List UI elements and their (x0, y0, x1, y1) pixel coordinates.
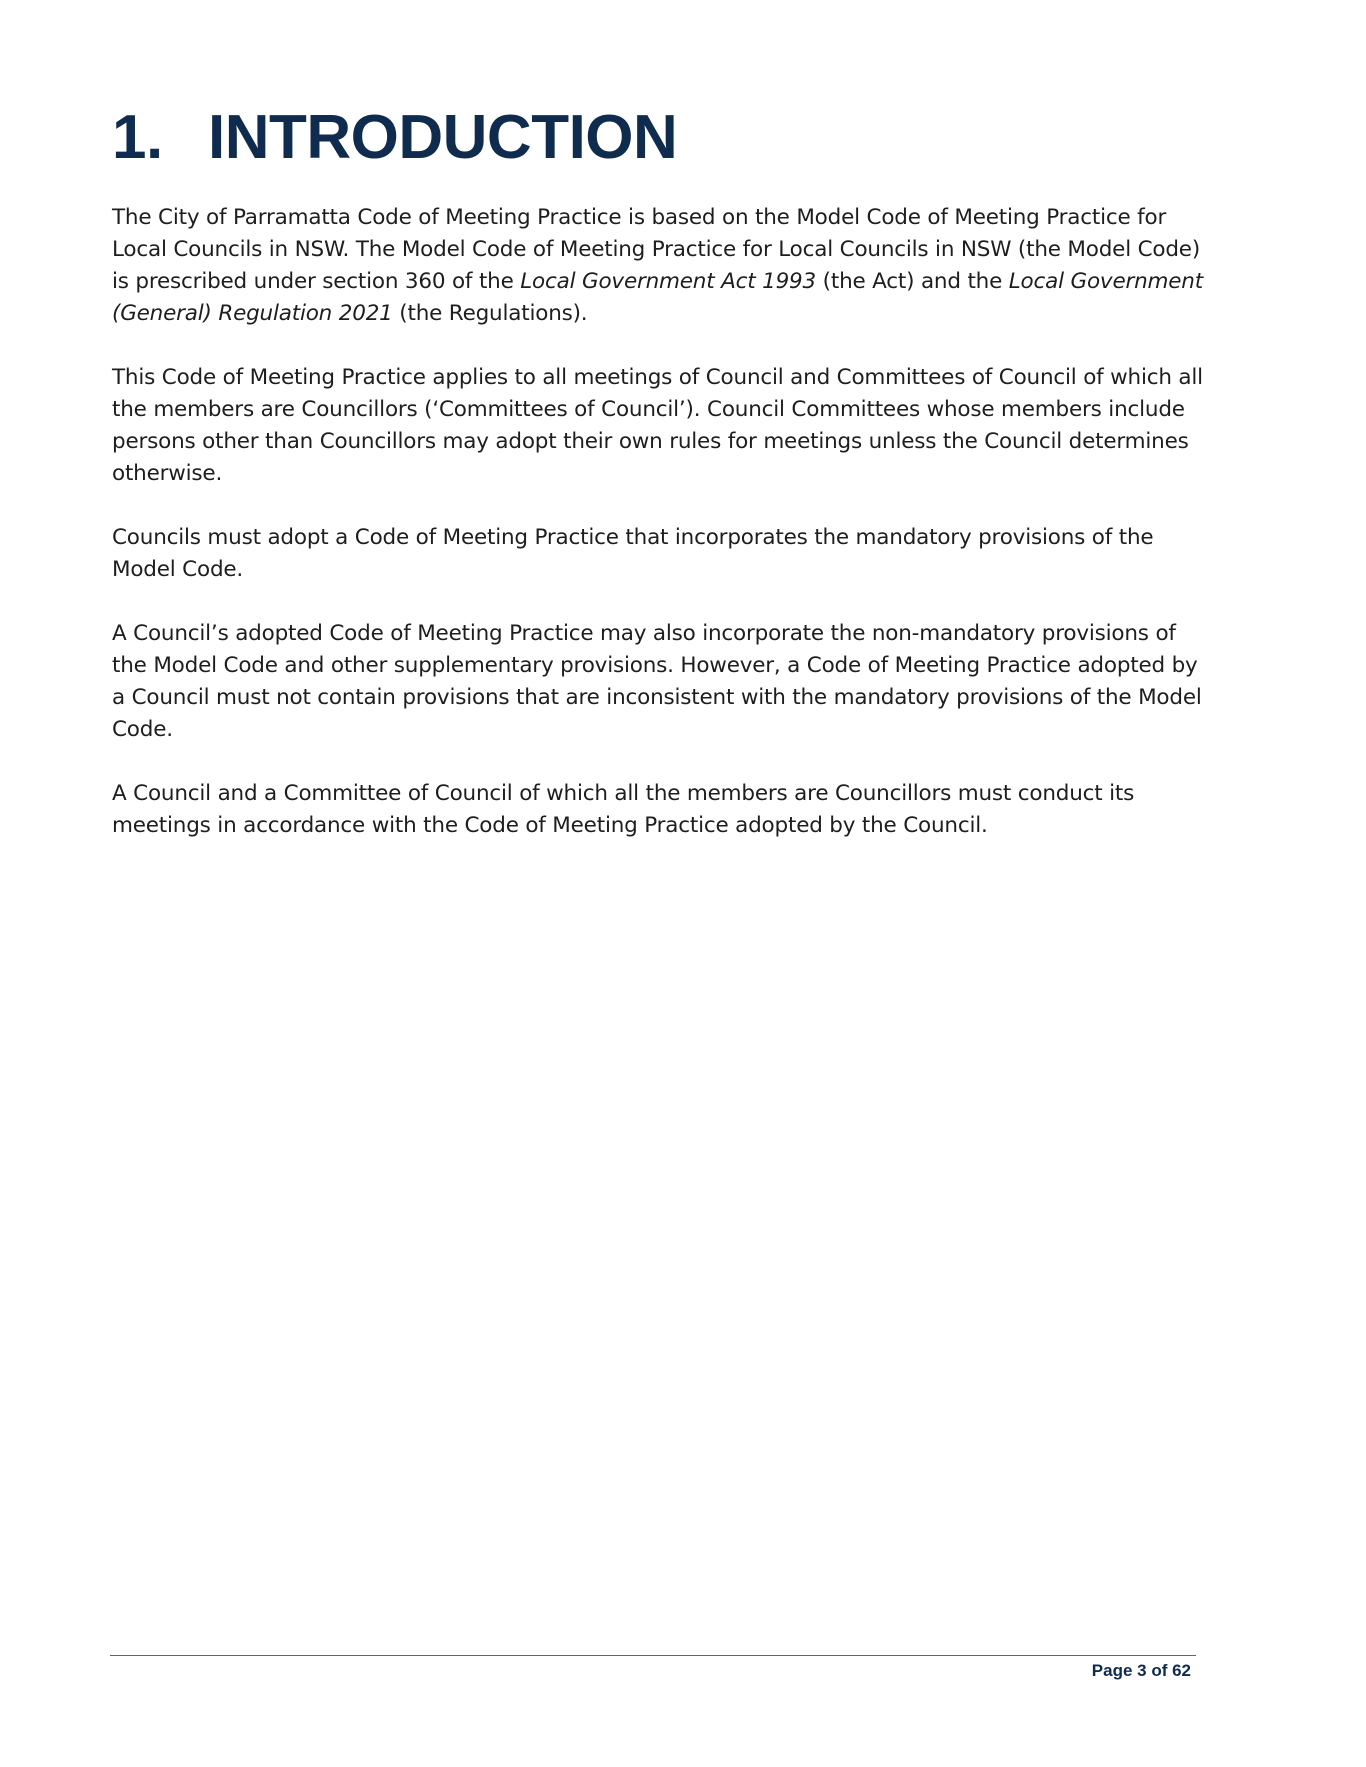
paragraph-2: This Code of Meeting Practice applies to all meetings of Council and Committees of Council of which all the members are Councillors (‘Committees of Council’). Council Committees whose members include persons other than Councillors may adopt their own rules for meetings unless the Council determines otherwise. (112, 365, 1203, 486)
paragraph-1-text-b: (the Act) and the (816, 269, 1009, 294)
paragraph-1 (112, 202, 1212, 330)
paragraph-5: A Council and a Committee of Council of which all the members are Councillors must conduct its meetings in accordance with the Code of Meeting Practice adopted by the Council. (112, 781, 1135, 838)
act-title: Local Government Act 1993 (520, 269, 817, 294)
section-title: INTRODUCTION (208, 103, 678, 172)
paragraph-1-text-c: (the Regulations). (392, 301, 588, 326)
paragraph-3: Councils must adopt a Code of Meeting Practice that incorporates the mandatory provisions of the Model Code. (112, 525, 1154, 582)
regulation-title: Local Government (General) Regulation 2021 (112, 269, 1203, 326)
footer-divider (110, 1655, 1196, 1656)
section-heading (112, 100, 677, 176)
section-number: 1. (112, 103, 163, 172)
page-number: Page 3 of 62 (1091, 1661, 1191, 1680)
section-body (112, 202, 1212, 874)
paragraph-4: A Council’s adopted Code of Meeting Practice may also incorporate the non-mandatory provisions of the Model Code and other supplementary provisions. However, a Code of Meeting Practice adopted by a Council must not contain provisions that are inconsistent with the mandatory provisions of the Model Code. (112, 621, 1202, 742)
paragraph-1-text-a: The City of Parramatta Code of Meeting Practice is based on the Model Code of Meeting Practice for Local Councils in NSW. The Model Code of Meeting Practice for Local Councils in NSW (the Model Code) is prescribed under section 360 of the (112, 205, 1201, 294)
